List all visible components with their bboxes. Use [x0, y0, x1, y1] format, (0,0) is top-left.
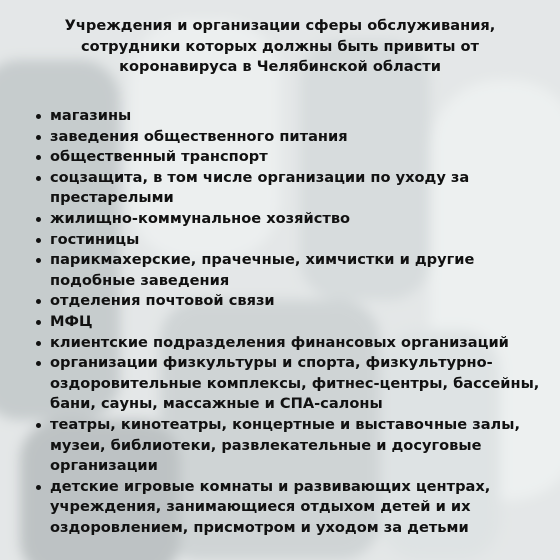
bullet-icon: [36, 176, 41, 181]
list-item: [36, 353, 542, 415]
list-item: [36, 230, 542, 251]
bullet-icon: [36, 114, 41, 119]
organizations-list: [36, 106, 542, 538]
bullet-icon: [36, 341, 41, 346]
list-item-text: заведения общественного питания: [50, 127, 348, 145]
list-item: [36, 312, 542, 333]
bullet-icon: [36, 217, 41, 222]
bullet-icon: [36, 423, 41, 428]
list-item-text: жилищно-коммунальное хозяйство: [50, 209, 351, 227]
bullet-icon: [36, 299, 41, 304]
list-item-text: организации физкультуры и спорта, физкультурно-оздоровительные комплексы, фитнес-центры, бассейны, бани, сауны, массажные и СПА-салоны: [50, 354, 540, 413]
bullet-icon: [36, 238, 41, 243]
poster-title: Учреждения и организации сферы обслуживания, сотрудники которых должны быть привиты от коронавируса в Челябинской области: [64, 17, 496, 75]
list-item: [36, 209, 542, 230]
bullet-icon: [36, 361, 41, 366]
list-item-text: соцзащита, в том числе организации по уходу за престарелыми: [50, 168, 470, 207]
list-item-text: МФЦ: [50, 312, 93, 330]
list-item-text: театры, кинотеатры, концертные и выставочные залы, музеи, библиотеки, развлекательные и досуговые организации: [50, 415, 520, 475]
bullet-icon: [36, 135, 41, 140]
bullet-icon: [36, 155, 41, 160]
list-item: [36, 477, 542, 539]
list-item: [36, 127, 542, 148]
list-item-text: клиентские подразделения финансовых организаций: [50, 333, 509, 351]
list-item: [36, 333, 542, 354]
list-item: [36, 147, 542, 168]
bullet-icon: [36, 258, 41, 263]
list-item-text: магазины: [50, 107, 132, 124]
bullet-icon: [36, 320, 41, 325]
list-item-text: детские игровые комнаты и развивающих центрах, учреждения, занимающиеся отдыхом детей и их оздоровлением, присмотром и уходом за детьми: [50, 477, 491, 536]
list-item: [36, 291, 542, 312]
list-item-text: общественный транспорт: [50, 148, 268, 166]
list-item: [36, 415, 542, 477]
list-item-text: парикмахерские, прачечные, химчистки и другие подобные заведения: [50, 251, 475, 289]
list-item: [36, 168, 542, 209]
bullet-icon: [36, 485, 41, 490]
list-item-text: гостиницы: [50, 230, 140, 248]
list-item-text: отделения почтовой связи: [50, 292, 275, 310]
list-item: [36, 250, 542, 291]
list-item: [36, 106, 542, 127]
